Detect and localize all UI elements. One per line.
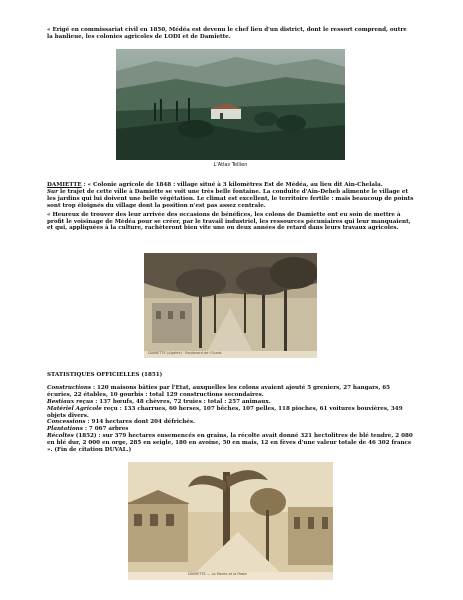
stats-text: reçu : 133 charrues, 60 herses, 107 bêches, 107 pelles, 118 pioches, 61 voitures bouvières, 349 objets divers. (47, 405, 403, 419)
atlas-landscape-photo (116, 49, 345, 160)
stats-section (47, 372, 414, 454)
stats-text: (1852) : sur 379 hectares ensemencés en grains, la récolte avait donné 321 hectolitres de blé tendre, 2 080 en blé dur, 2 000 en orge, 285 en seigle, 180 en avoine, 50 en mais, 12 en fèves d'une valeur totale de 46 302 francs ». (Fin de citation DUVAL.) (47, 433, 413, 454)
mairie-image (128, 462, 333, 580)
damiette-para-1 (47, 182, 414, 210)
stats-label: Récoltes (47, 433, 74, 440)
damiette-para-2: « Heureux de trouver des leur arrivée des occasions de bénéfices, les colons de Damiette ont eu soin de mettre à profit le voisinage de Médéa pour se créer, par le travail industriel, les ressources pécuniaires qui leur manquaient, et qui, appliquées à la culture, rachèteront bien vite une ou deux années de retard dans leurs travaux agricoles. (47, 211, 411, 232)
stats-label: Plantations (47, 426, 83, 433)
stats-label: Bestiaux reçus (47, 398, 94, 405)
stats-label: Matériel Agricole (47, 405, 102, 412)
stats-item-recoltes (47, 433, 414, 454)
intro-text: « Erigé en commissariat civil en 1850, Médéa est devenu le chef lieu d'un district, dont le ressort comprend, outre la banlieue, les colonies agricoles de LODI et de Damiette. (47, 27, 407, 40)
boulevard-printed-caption: DAMIETTE (Algérie) · Boulevard de l'Ouest (148, 351, 222, 355)
damiette-line-2: le trajet de cette ville à Damiette se voit une très belle fontaine. La conduite d'Ain-Deheb alimente le village et les jardins qui lui doivent une belle végétation. Le climat est excellent, le territoire fertile : mais beaucoup de points sont trop éloignés du village dont la position n'est pas assez centrale. (47, 188, 414, 209)
boulevard-postcard-photo (144, 253, 317, 358)
intro-paragraph (47, 27, 414, 41)
stats-label: Concessions (47, 419, 86, 426)
boulevard-image (144, 253, 317, 358)
damiette-heading: DAMIETTE (47, 182, 82, 188)
damiette-line-1: : « Colonie agricole de 1848 : village situé à 3 kilomètres Est de Médéa, au lieu dit Ain-Chelala. (81, 182, 383, 188)
stats-item-constructions (47, 385, 414, 399)
mairie-printed-caption: DAMIETTE — La Mairie et la Poste (188, 572, 247, 576)
atlas-photo-caption: L'Atlas Tellien (213, 162, 248, 168)
damiette-section (47, 182, 414, 232)
stats-item-bestiaux (47, 399, 414, 406)
atlas-landscape-image (116, 49, 345, 160)
stats-text: : 7 067 arbres (82, 426, 129, 433)
stats-text: : 137 bœufs, 48 chèvres, 72 truies : total : 257 animaux. (93, 398, 271, 405)
stats-item-concessions (47, 419, 414, 426)
stats-text: : 914 hectares dont 204 défrichés. (85, 419, 195, 426)
stats-item-materiel (47, 406, 414, 420)
stats-text: : 120 maisons bâties par l'Etat, auxquelles les colons avaient ajouté 5 greniers, 27 hangars, 65 écuries, 22 étables, 10 gourbis : total 129 constructions secondaires. (47, 384, 391, 398)
stats-title: STATISTIQUES OFFICIELLES (1851) (47, 372, 163, 378)
damiette-line-2-italic: Sur (47, 188, 59, 195)
stats-label: Constructions (47, 384, 92, 391)
mairie-postcard-photo (128, 462, 333, 580)
